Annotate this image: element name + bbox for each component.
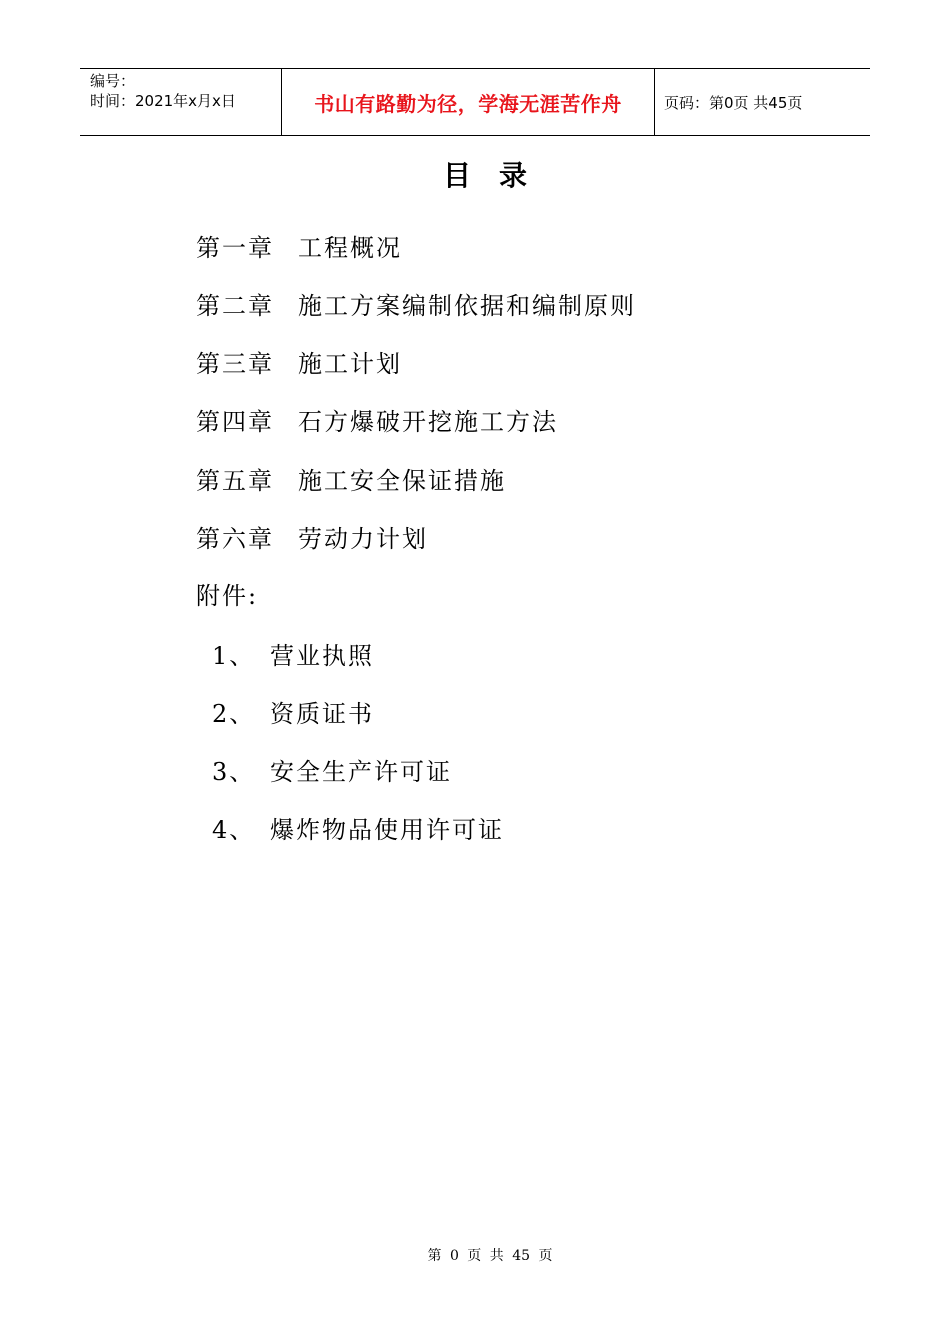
- attachment-number: 1、: [212, 642, 256, 670]
- header-meta: [80, 69, 282, 135]
- chapter-title: 施工安全保证措施: [298, 467, 506, 495]
- chapter-number: 第五章: [196, 467, 274, 495]
- chapter-title: 施工方案编制依据和编制原则: [298, 292, 636, 320]
- chapter-title: 劳动力计划: [298, 525, 428, 553]
- header-page-cell: [655, 69, 870, 135]
- chapter-number: 第四章: [196, 408, 274, 436]
- chapter-title: 石方爆破开挖施工方法: [298, 408, 558, 436]
- attachment-title: 爆炸物品使用许可证: [270, 816, 504, 844]
- page-footer: 第 0 页 共 45 页: [427, 1248, 553, 1264]
- attachment-item-4: [212, 810, 504, 845]
- header-page-count: 页码：第0页 共45页: [664, 93, 803, 112]
- toc-chapter-3: [196, 344, 402, 379]
- toc-chapter-2: [196, 286, 636, 321]
- attachment-title: 营业执照: [270, 642, 374, 670]
- attachment-item-2: [212, 694, 374, 729]
- attachment-item-3: [212, 752, 452, 787]
- attachment-title: 安全生产许可证: [270, 758, 452, 786]
- page-header: [80, 68, 870, 136]
- attachment-title: 资质证书: [270, 700, 374, 728]
- attachment-item-1: [212, 636, 374, 671]
- toc-chapter-6: [196, 519, 428, 554]
- chapter-title: 工程概况: [298, 234, 402, 262]
- header-motto-cell: [282, 69, 655, 135]
- attachment-number: 3、: [212, 758, 256, 786]
- attachment-number: 2、: [212, 700, 256, 728]
- attachment-number: 4、: [212, 816, 256, 844]
- document-number: 编号：: [90, 72, 136, 90]
- attachments-heading: 附件:: [196, 582, 259, 610]
- toc-title: 目录: [442, 159, 555, 192]
- toc-chapter-1: [196, 228, 402, 263]
- chapter-number: 第三章: [196, 350, 274, 378]
- header-motto: 书山有路勤为径，学海无涯苦作舟: [314, 91, 622, 116]
- document-date: 时间：2021年x月x日: [90, 92, 236, 110]
- chapter-number: 第二章: [196, 292, 274, 320]
- chapter-title: 施工计划: [298, 350, 402, 378]
- toc-chapter-5: [196, 461, 506, 496]
- chapter-number: 第六章: [196, 525, 274, 553]
- chapter-number: 第一章: [196, 234, 274, 262]
- toc-chapter-4: [196, 402, 558, 437]
